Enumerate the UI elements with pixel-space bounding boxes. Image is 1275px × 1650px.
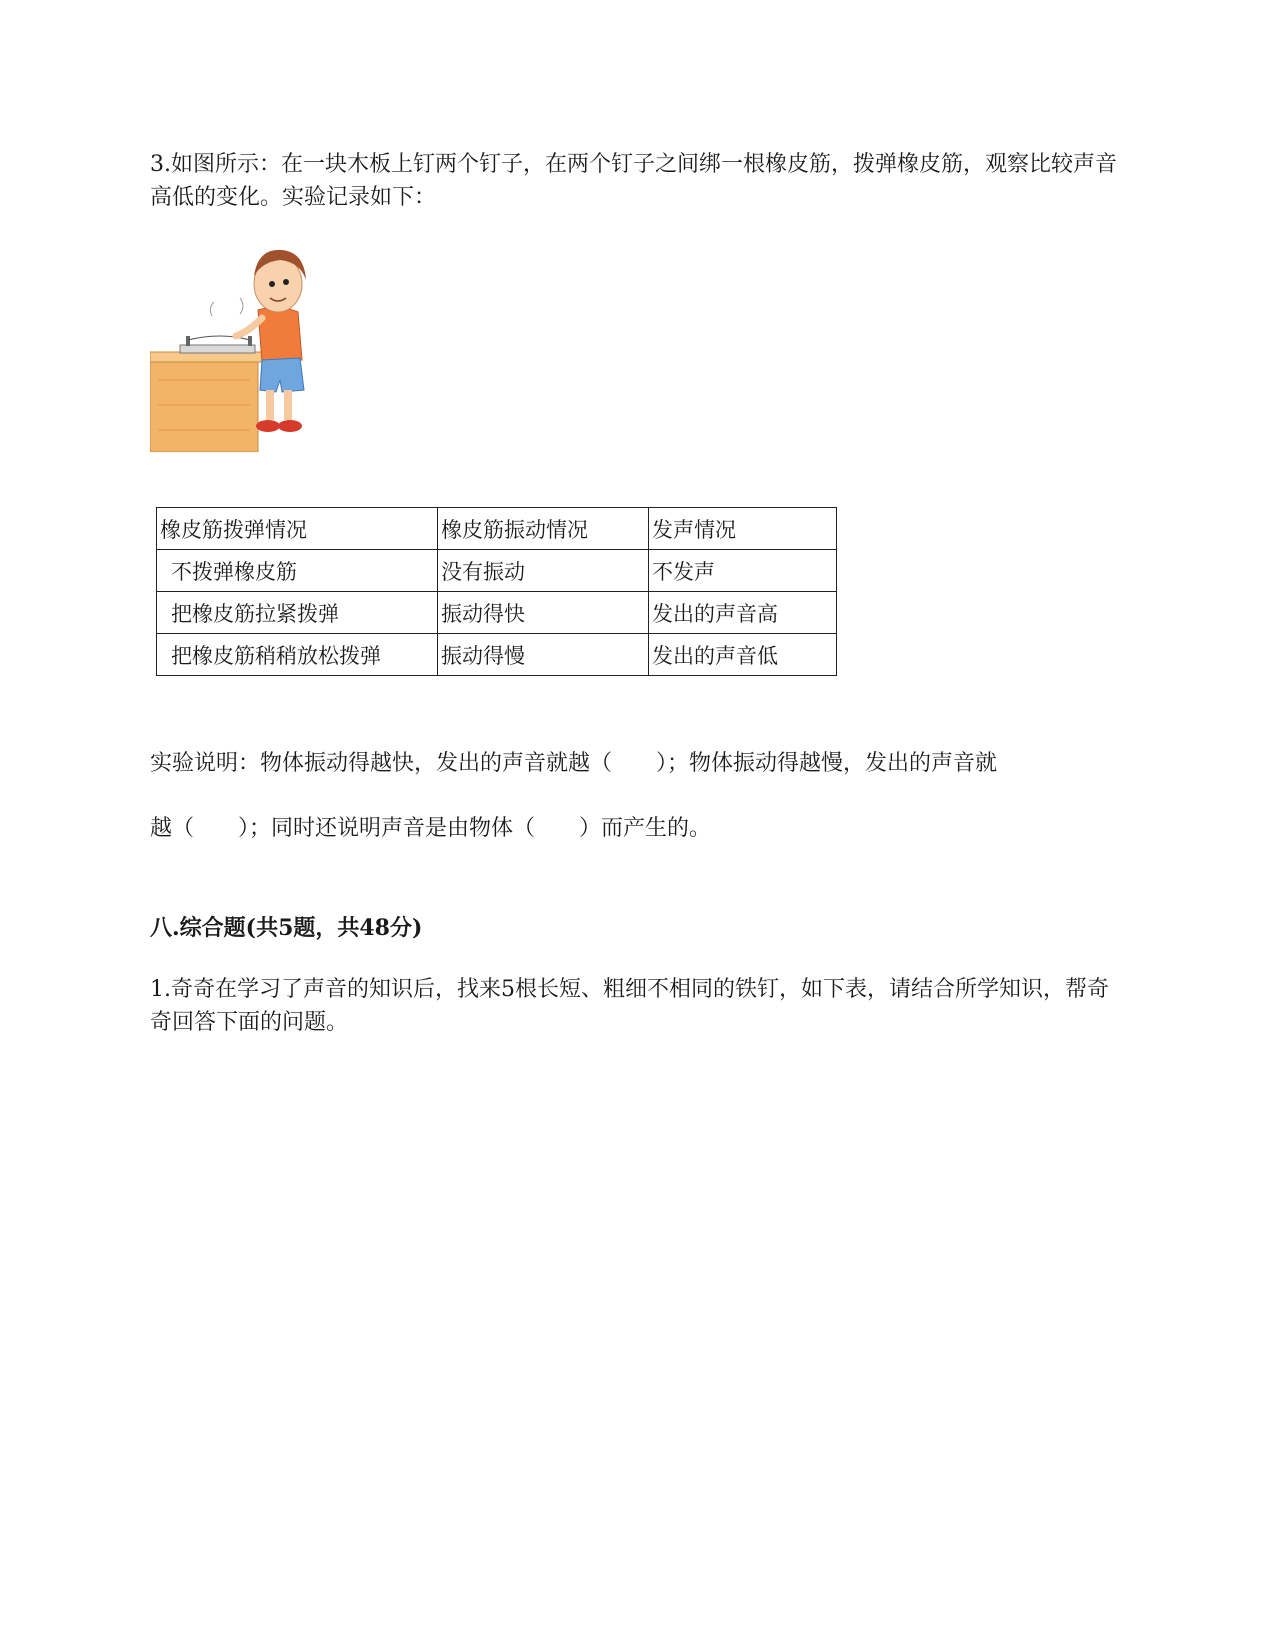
table-cell: 发出的声音高	[649, 592, 837, 634]
experiment-record-table	[156, 507, 837, 676]
experiment-explanation-line-2: 越（ ）；同时还说明声音是由物体（ ）而产生的。	[150, 816, 712, 841]
table-header-row	[157, 508, 837, 550]
table-header-cell: 发声情况	[649, 508, 837, 550]
table-cell: 不拨弹橡皮筋	[157, 550, 438, 592]
table-cell: 把橡皮筋稍稍放松拨弹	[157, 634, 438, 676]
table-header-cell: 橡皮筋振动情况	[438, 508, 649, 550]
boy-plucking-rubber-band-illustration	[150, 240, 315, 452]
table-cell: 发出的声音低	[649, 634, 837, 676]
table-row	[157, 634, 837, 676]
table-cell: 把橡皮筋拉紧拨弹	[157, 592, 438, 634]
table-header-cell: 橡皮筋拨弹情况	[157, 508, 438, 550]
question-1-text: 1.奇奇在学习了声音的知识后，找来5根长短、粗细不相同的铁钉，如下表，请结合所学知识，帮奇奇回答下面的问题。	[150, 977, 1109, 1035]
experiment-explanation-line-1: 实验说明：物体振动得越快，发出的声音就越（ ）；物体振动得越慢，发出的声音就	[150, 751, 998, 776]
question-3-text: 3.如图所示：在一块木板上钉两个钉子，在两个钉子之间绑一根橡皮筋，拨弹橡皮筋，观察比较声音高低的变化。实验记录如下：	[150, 152, 1117, 210]
table-row	[157, 592, 837, 634]
table-cell: 振动得慢	[438, 634, 649, 676]
table-cell: 振动得快	[438, 592, 649, 634]
section-8-heading: 八.综合题(共5题，共48分)	[150, 915, 423, 941]
table-cell: 不发声	[649, 550, 837, 592]
table-row	[157, 550, 837, 592]
table-cell: 没有振动	[438, 550, 649, 592]
